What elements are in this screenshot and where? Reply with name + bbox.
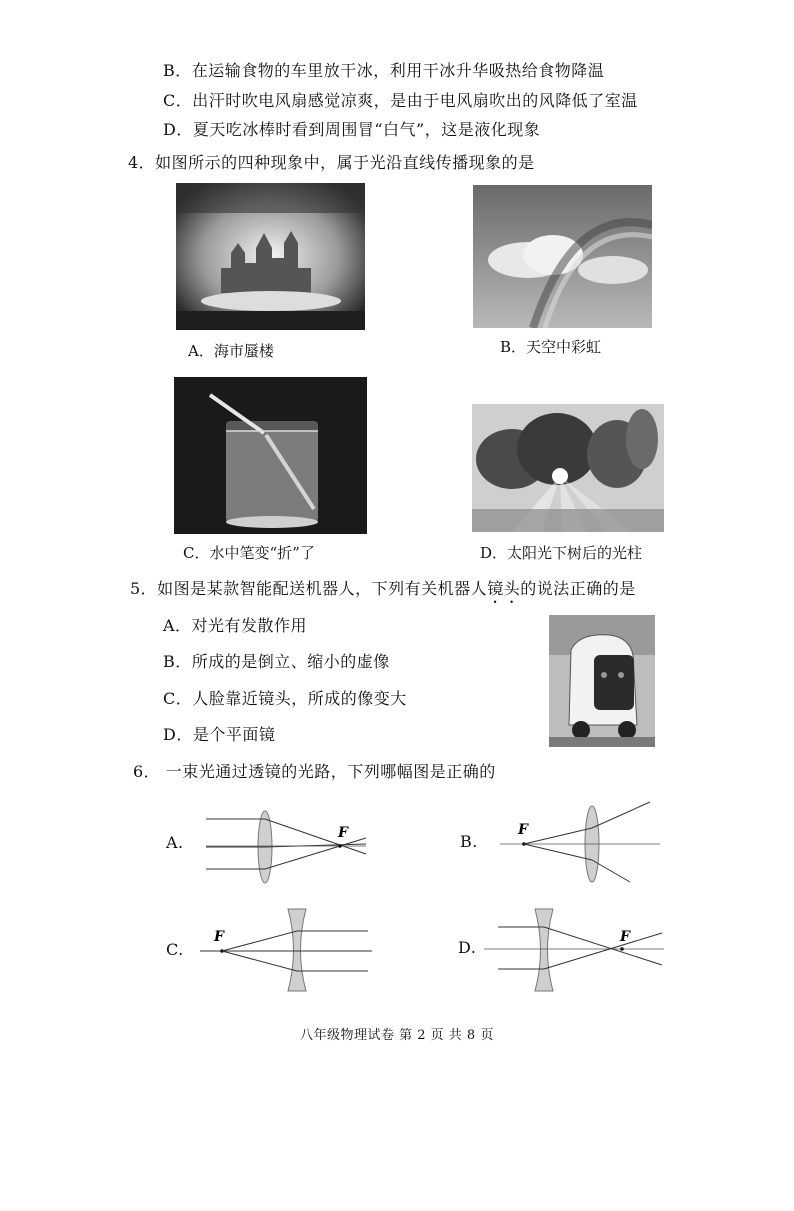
q6-stem: 6． 一束光通过透镜的光路，下列哪幅图是正确的 — [133, 762, 496, 781]
q5-option-b: B．所成的是倒立、缩小的虚像 — [163, 652, 390, 671]
diagram-d-label: D. — [458, 938, 477, 957]
photo-delivery-robot — [549, 615, 655, 747]
diagram-d-focus-label: F — [620, 929, 630, 945]
photo-mirage — [176, 183, 365, 330]
diagram-b — [500, 798, 660, 890]
q5-stem-pre: 5．如图是某款智能配送机器人，下列有关机器人 — [130, 579, 488, 598]
photo-rainbow — [473, 185, 652, 328]
photo-pen-in-water — [174, 377, 367, 534]
q4-caption-b: B．天空中彩虹 — [500, 338, 602, 356]
diagram-c — [200, 905, 372, 995]
diagram-a — [166, 810, 376, 884]
page-footer: 八年级物理试卷 第 2 页 共 8 页 — [300, 1028, 494, 1043]
q3-option-b: B．在运输食物的车里放干冰，利用干冰升华吸热给食物降温 — [163, 61, 605, 80]
diagram-a-focus-label: F — [338, 825, 348, 841]
diagram-b-label: B. — [460, 832, 478, 851]
q5-option-a: A．对光有发散作用 — [163, 616, 308, 635]
photo-sunbeams — [472, 404, 664, 532]
q5-stem-emphasis: 镜头 — [487, 579, 521, 598]
q4-caption-a: A．海市蜃楼 — [188, 342, 274, 360]
q4-stem: 4．如图所示的四种现象中，属于光沿直线传播现象的是 — [128, 153, 535, 172]
diagram-b-focus-label: F — [518, 822, 528, 838]
q5-stem-post: 的说法正确的是 — [520, 579, 636, 598]
diagram-d — [484, 905, 664, 995]
q4-caption-d: D．太阳光下树后的光柱 — [480, 544, 643, 562]
q3-option-d: D．夏天吃冰棒时看到周围冒“白气”，这是液化现象 — [163, 120, 541, 139]
diagram-a-label: A. — [166, 833, 184, 852]
q5-option-c: C．人脸靠近镜头，所成的像变大 — [163, 689, 407, 708]
q4-caption-c: C．水中笔变“折”了 — [183, 544, 315, 562]
diagram-c-label: C. — [166, 940, 184, 959]
q5-stem — [130, 579, 636, 607]
q5-option-d: D．是个平面镜 — [163, 725, 276, 744]
q3-option-c: C．出汗时吹电风扇感觉凉爽，是由于电风扇吹出的风降低了室温 — [163, 91, 638, 110]
diagram-c-focus-label: F — [214, 929, 224, 945]
